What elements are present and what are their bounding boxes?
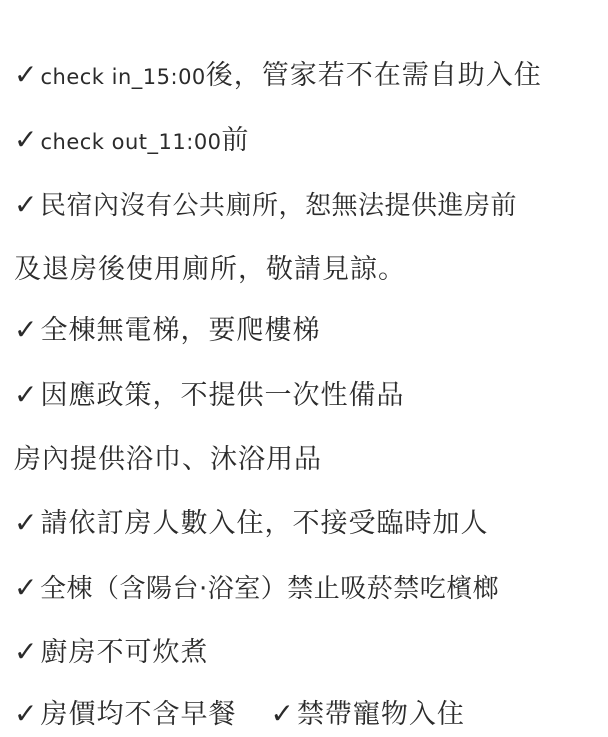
rule-amenities (14, 438, 602, 482)
rule-stairs (14, 308, 602, 352)
pets-note: 禁帶寵物入住 (296, 699, 465, 730)
check-mark-icon: ✓ (14, 506, 39, 539)
check-mark-icon: ✓ (14, 571, 38, 604)
checkin-note: 後，管家若不在需自助入住 (205, 60, 542, 91)
toilet-note-line1: 民宿內沒有公共廁所，恕無法提供進房前 (39, 191, 517, 221)
check-mark-icon: ✓ (14, 635, 39, 668)
check-mark-icon: ✓ (14, 378, 39, 411)
rule-kitchen (14, 630, 602, 674)
kitchen-note: 廚房不可炊煮 (40, 637, 209, 668)
amenities-note: 房內提供浴巾、沐浴用品 (14, 444, 322, 475)
check-mark-icon: ✓ (270, 697, 295, 730)
check-mark-icon: ✓ (14, 58, 39, 91)
checkout-time: check out_11:00 (40, 130, 222, 154)
stairs-note: 全棟無電梯，要爬樓梯 (40, 315, 321, 346)
rule-breakfast-pets (14, 692, 602, 736)
rule-policy (14, 373, 602, 417)
rule-checkout (14, 118, 602, 162)
checkout-note: 前 (221, 125, 250, 156)
check-mark-icon: ✓ (14, 697, 39, 730)
check-mark-icon: ✓ (14, 188, 38, 221)
rule-smoking (14, 566, 602, 610)
rule-toilet (14, 183, 602, 227)
policy-note: 因應政策，不提供一次性備品 (40, 380, 405, 411)
checkin-time: check in_15:00 (40, 65, 206, 89)
toilet-note-line2: 及退房後使用廁所，敬請見諒。 (14, 254, 406, 285)
smoking-note: 全棟（含陽台·浴室）禁止吸菸禁吃檳榔 (39, 574, 500, 604)
rule-checkin (14, 53, 602, 97)
rule-guests (14, 501, 602, 545)
rule-toilet-continued (14, 248, 602, 292)
breakfast-note: 房價均不含早餐 (40, 699, 237, 730)
guests-note: 請依訂房人數入住，不接受臨時加人 (40, 508, 489, 539)
check-mark-icon: ✓ (14, 123, 39, 156)
check-mark-icon: ✓ (14, 313, 39, 346)
